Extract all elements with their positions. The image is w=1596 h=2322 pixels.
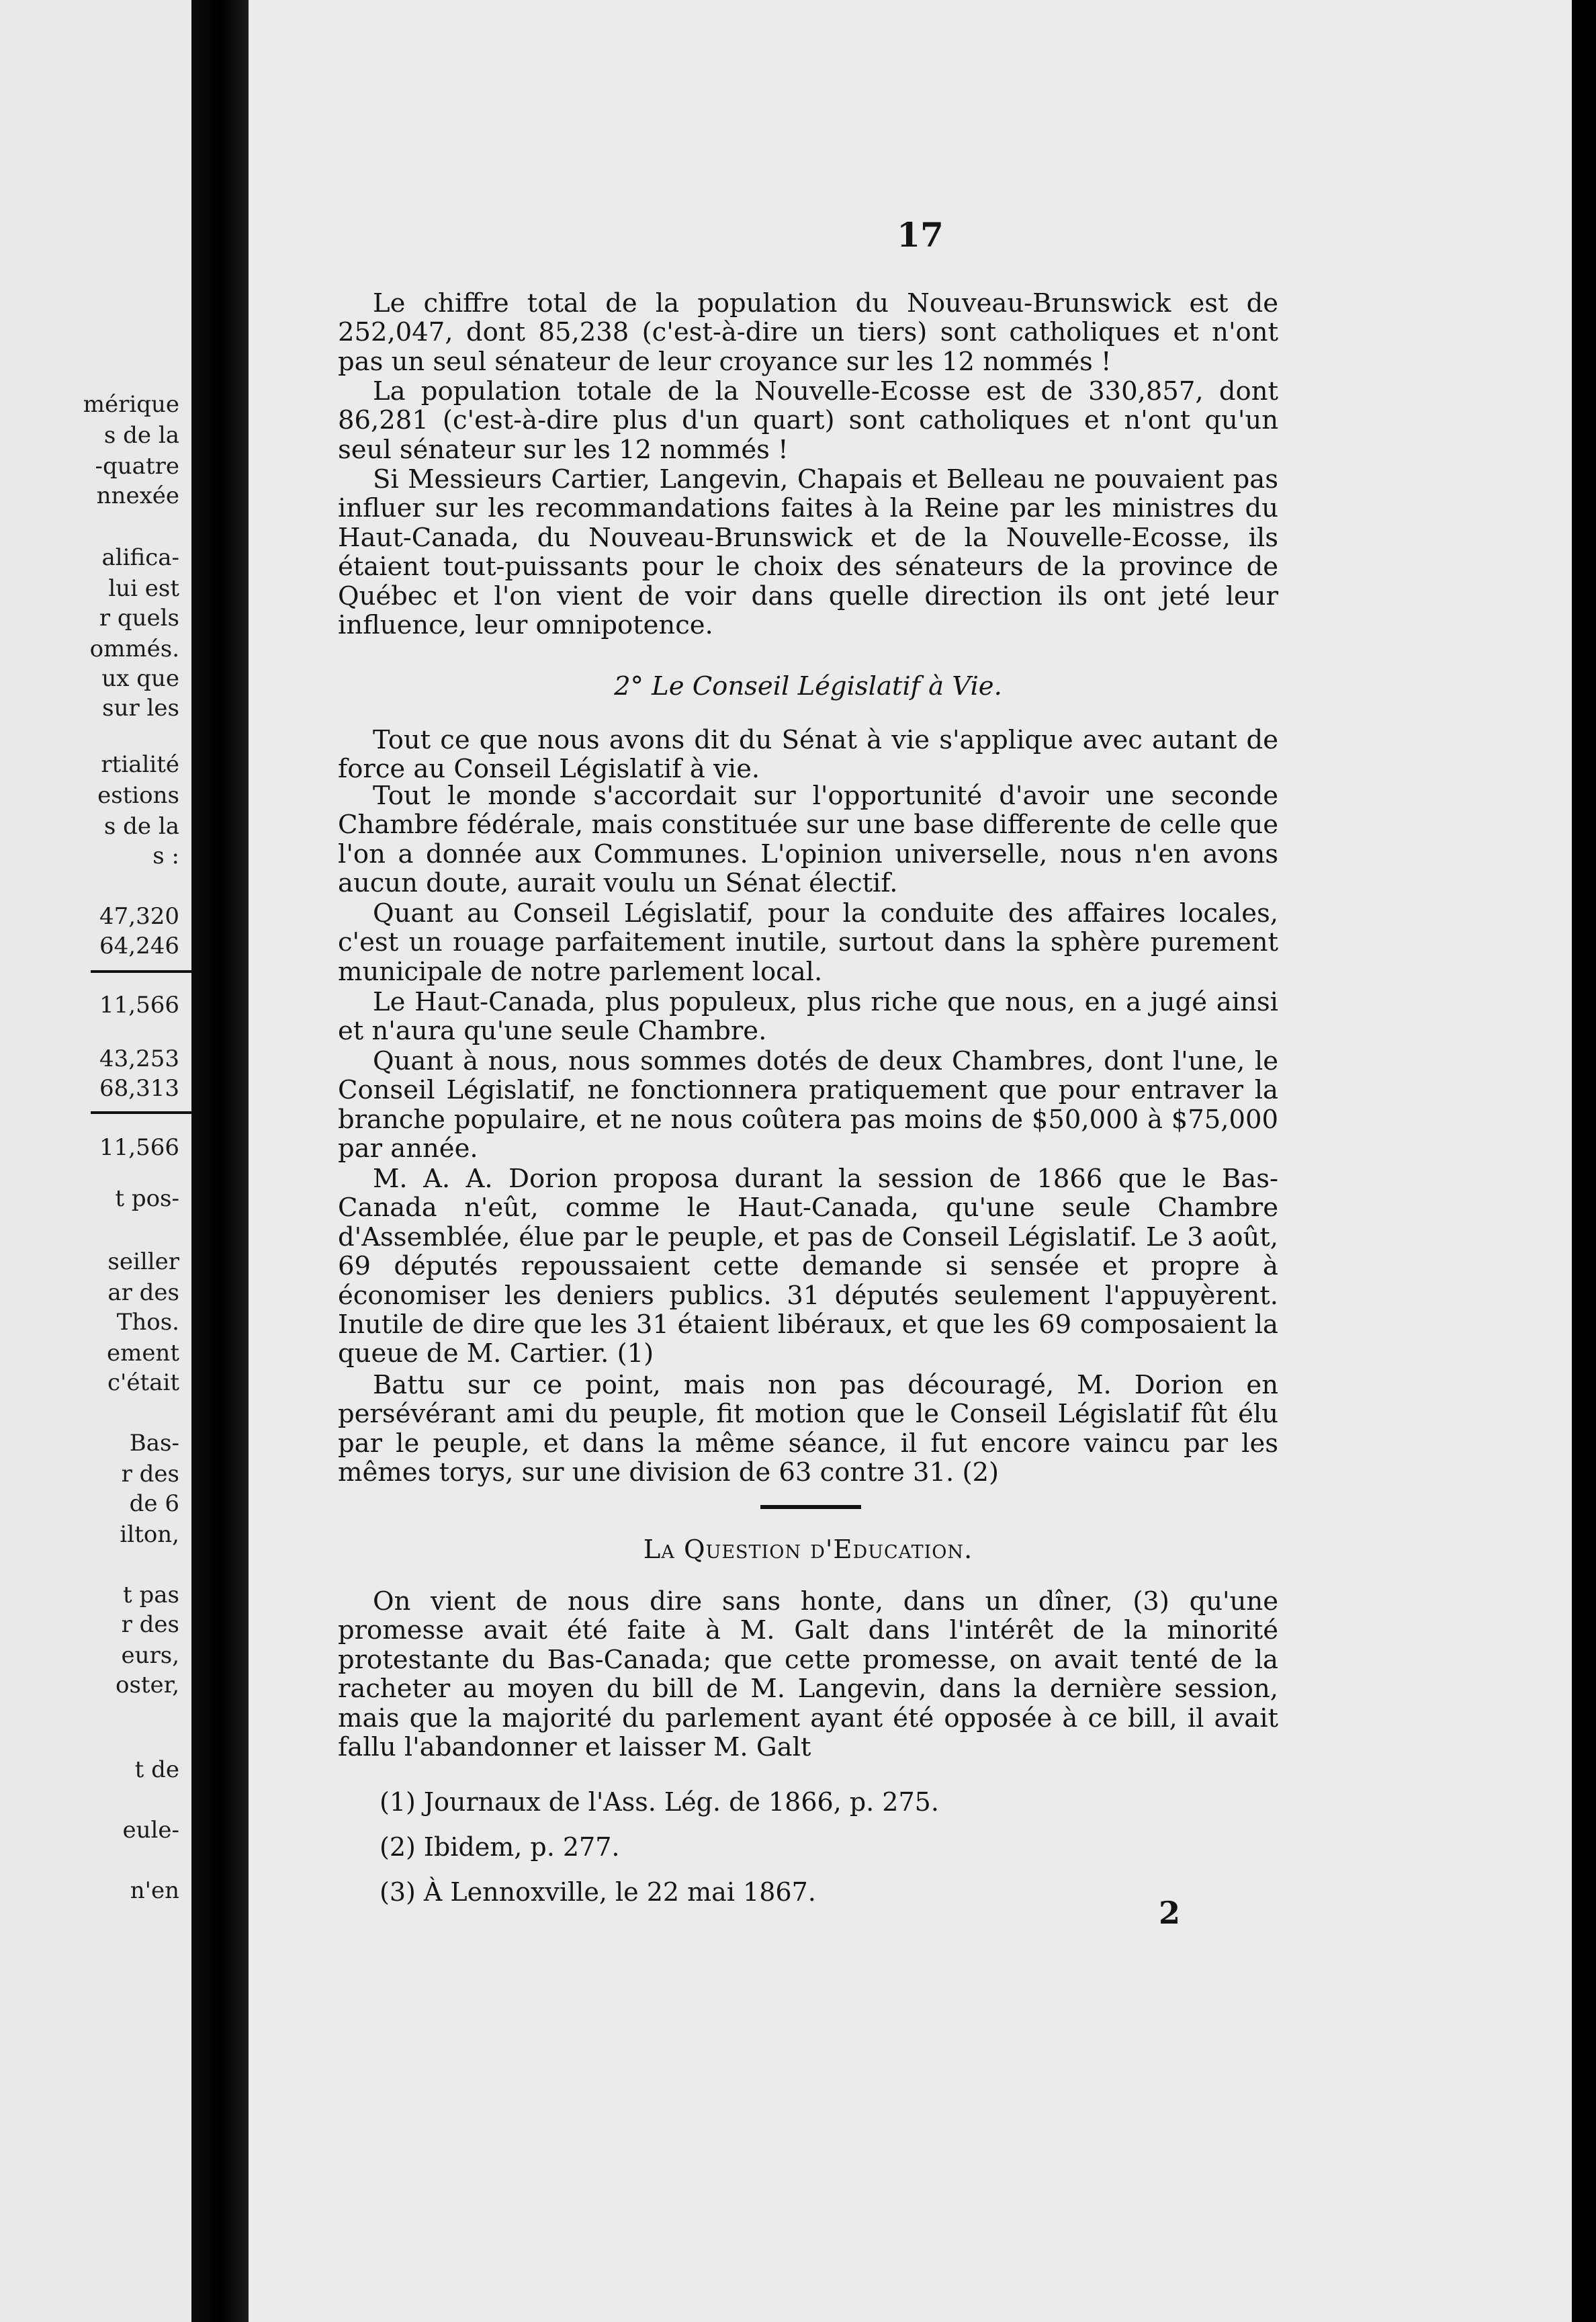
left-text-fragment: nnexée (96, 482, 179, 509)
left-text-fragment: s de la (103, 813, 179, 840)
left-text-fragment: 47,320 (99, 903, 179, 930)
left-text-fragment: lui est (108, 575, 179, 602)
left-text-fragment: Thos. (116, 1309, 179, 1336)
left-text-fragment: ement (106, 1340, 179, 1367)
left-text-fragment: r quels (99, 605, 179, 632)
scan-edge (1572, 0, 1596, 2322)
page-number: 17 (897, 215, 944, 255)
book-gutter (191, 0, 249, 2322)
left-sum-rule (91, 970, 191, 973)
left-text-fragment: eule- (122, 1817, 179, 1844)
left-text-fragment: 64,246 (99, 933, 179, 959)
left-text-fragment: estions (97, 782, 179, 809)
left-text-fragment: r des (121, 1611, 179, 1638)
paragraph: La population totale de la Nouvelle-Ecosse est de 330,857, dont 86,281 (c'est-à-dire plus d'un quart) sont catholiques et n'ont qu'un seul sénateur sur les 12 nommés ! (338, 376, 1278, 465)
paragraph: Quant à nous, nous sommes dotés de deux Chambres, dont l'une, le Conseil Législatif, ne fonctionnera pratiquement que pour entraver la branche populaire, et ne nous coûtera pas moins de $50,000 à $75,000 par année. (338, 1046, 1278, 1164)
left-text-fragment: alifica- (101, 544, 179, 571)
paragraph: Le Haut-Canada, plus populeux, plus riche que nous, en a jugé ainsi et n'aura qu'une seule Chambre. (338, 987, 1278, 1047)
paragraph: Si Messieurs Cartier, Langevin, Chapais et Belleau ne pouvaient pas influer sur les recommandations faites à la Reine par les ministres du Haut-Canada, du Nouveau-Brunswick et de la Nouvelle-Ecosse, ils étaient tout-puissants pour le choix des sénateurs de la province de Québec et l'on vient de voir dans quelle direction ils ont jeté leur influence, leur omnipotence. (338, 464, 1278, 641)
left-text-fragment: 68,313 (99, 1075, 179, 1102)
section-heading: 2° Le Conseil Législatif à Vie. (614, 671, 1002, 701)
left-facing-page (0, 0, 191, 2322)
footnote: (2) Ibidem, p. 277. (380, 1832, 620, 1862)
paragraph: Tout le monde s'accordait sur l'opportunité d'avoir une seconde Chambre fédérale, mais constituée sur une base differente de celle que l'on a donnée aux Communes. L'opinion universelle, nous n'en avons aucun doute, aurait voulu un Sénat électif. (338, 781, 1278, 899)
left-text-fragment: ux que (101, 665, 179, 692)
left-text-fragment: c'était (107, 1369, 179, 1396)
left-text-fragment: rtialité (101, 751, 179, 778)
left-text-fragment: seiller (107, 1248, 179, 1275)
left-text-fragment: ar des (107, 1279, 179, 1306)
left-text-fragment: mérique (83, 391, 179, 418)
left-text-fragment: 11,566 (99, 992, 179, 1019)
left-text-fragment: sur les (102, 695, 179, 722)
paragraph: Le chiffre total de la population du Nouveau-Brunswick est de 252,047, dont 85,238 (c'est-à-dire un tiers) sont catholiques et n'ont pas un seul sénateur de leur croyance sur les 12 nommés ! (338, 288, 1278, 377)
section-divider (760, 1505, 861, 1509)
left-text-fragment: s : (152, 843, 179, 869)
footnote: (1) Journaux de l'Ass. Lég. de 1866, p. 275. (380, 1787, 939, 1817)
left-text-fragment: 11,566 (99, 1134, 179, 1161)
paragraph: Quant au Conseil Législatif, pour la conduite des affaires locales, c'est un rouage parfaitement inutile, surtout dans la sphère purement municipale de notre parlement local. (338, 898, 1278, 987)
signature-mark: 2 (1159, 1895, 1181, 1931)
footnote: (3) À Lennoxville, le 22 mai 1867. (380, 1877, 816, 1907)
left-text-fragment: oster, (115, 1672, 179, 1698)
left-text-fragment: t de (134, 1756, 179, 1783)
paragraph: On vient de nous dire sans honte, dans un dîner, (3) qu'une promesse avait été faite à M. Galt dans l'intérêt de la minorité protestante du Bas-Canada; que cette promesse, on avait tenté de la racheter au moyen du bill de M. Langevin, dans la dernière session, mais que la majorité du parlement ayant été opposée à ce bill, il avait fallu l'abandonner et laisser M. Galt (338, 1586, 1278, 1763)
left-text-fragment: t pos- (115, 1185, 179, 1212)
left-text-fragment: 43,253 (99, 1045, 179, 1072)
left-text-fragment: r des (121, 1461, 179, 1488)
left-text-fragment: Bas- (129, 1430, 179, 1457)
left-text-fragment: eurs, (121, 1642, 179, 1669)
paragraph: Tout ce que nous avons dit du Sénat à vie s'applique avec autant de force au Conseil Législatif à vie. (338, 725, 1278, 785)
left-text-fragment: s de la (103, 422, 179, 449)
paragraph: M. A. A. Dorion proposa durant la session de 1866 que le Bas-Canada n'eût, comme le Haut-Canada, qu'une seule Chambre d'Assemblée, élue par le peuple, et pas de Conseil Législatif. Le 3 août, 69 députés repoussaient cette demande si sensée et propre à économiser les deniers publics. 31 députés seulement l'appuyèrent. Inutile de dire que les 31 étaient libéraux, et que les 69 composaient la queue de M. Cartier. (1) (338, 1164, 1278, 1369)
left-text-fragment: ilton, (120, 1521, 179, 1548)
main-page (249, 0, 1572, 2322)
section-heading: La Question d'Education. (643, 1535, 973, 1565)
left-text-fragment: -quatre (95, 453, 179, 480)
left-text-fragment: de 6 (129, 1490, 179, 1517)
left-text-fragment: t pas (123, 1582, 179, 1608)
left-text-fragment: n'en (130, 1877, 179, 1904)
paragraph: Battu sur ce point, mais non pas découragé, M. Dorion en persévérant ami du peuple, fit motion que le Conseil Législatif fût élu par le peuple, et dans la même séance, il fut encore vaincu par les mêmes torys, sur une division de 63 contre 31. (2) (338, 1370, 1278, 1488)
left-text-fragment: ommés. (89, 636, 179, 662)
left-sum-rule (91, 1111, 191, 1114)
